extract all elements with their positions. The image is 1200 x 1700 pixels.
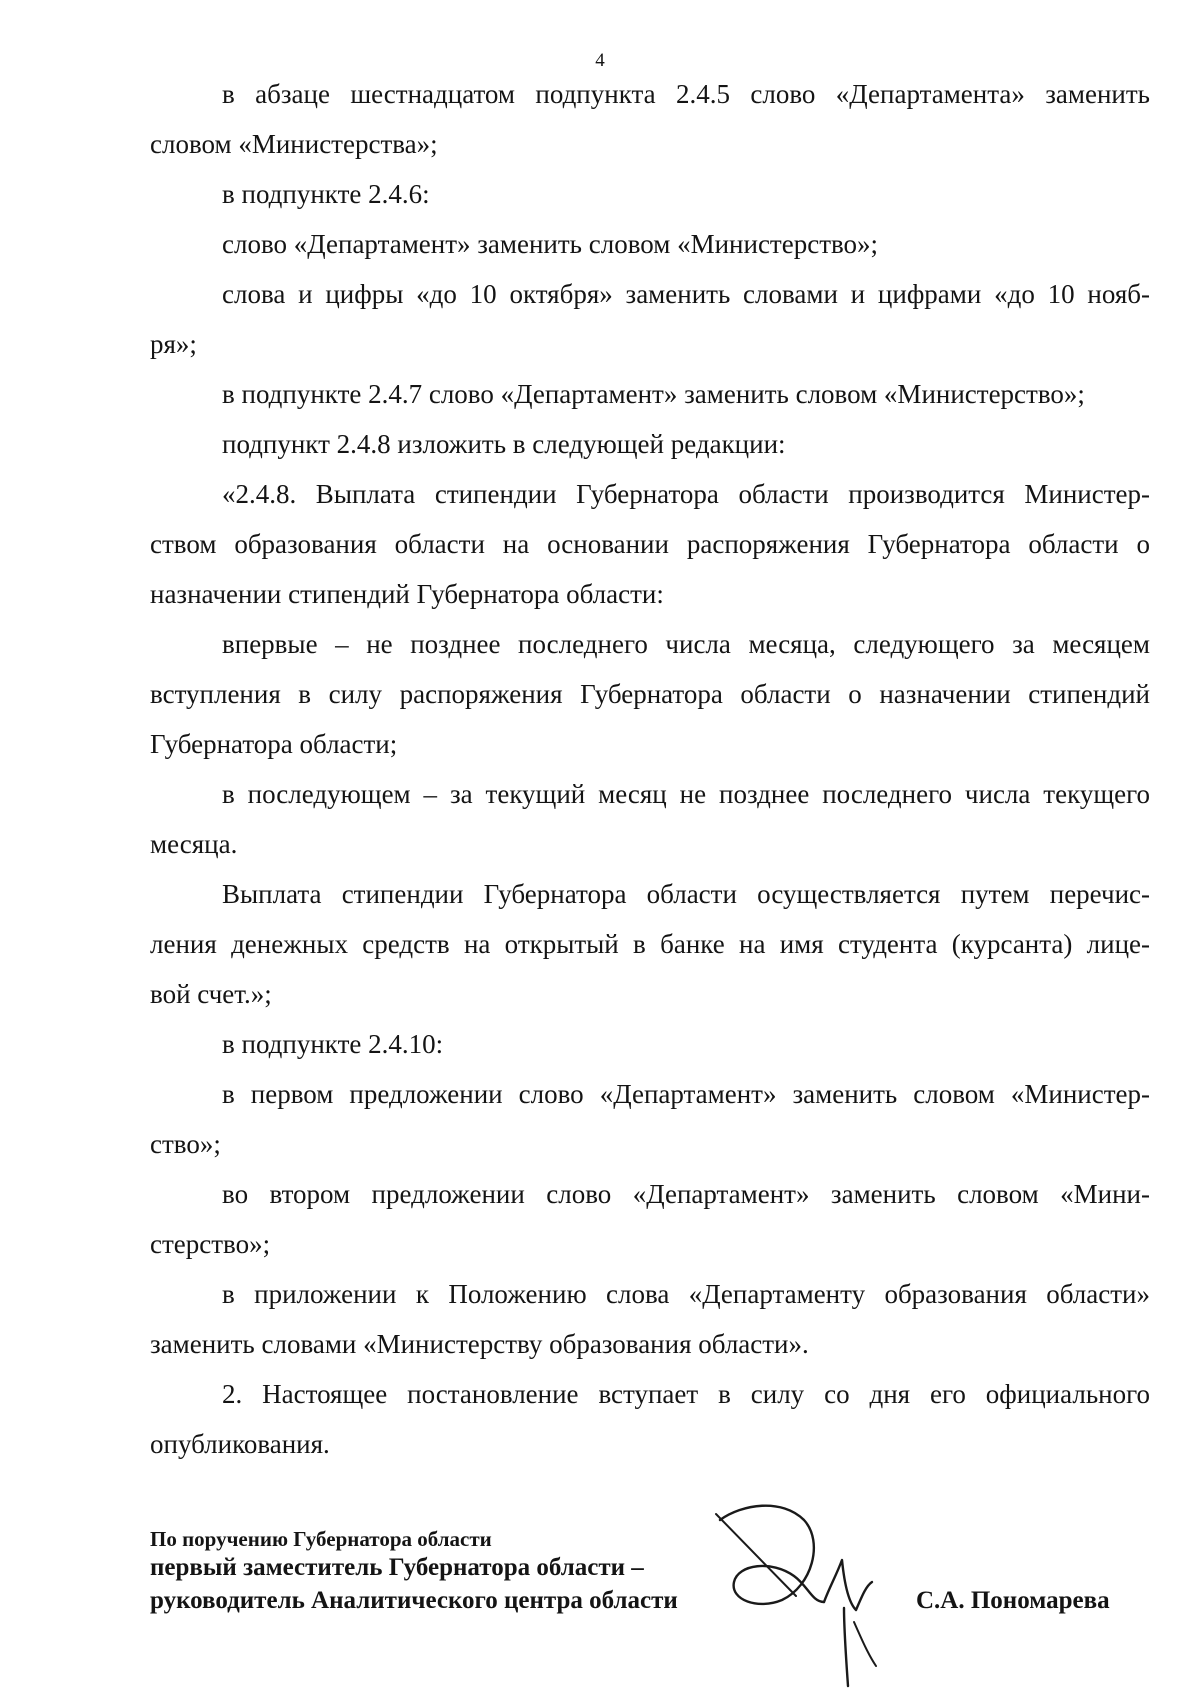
text-line: слово «Департамент» заменить словом «Министерство»;: [222, 229, 879, 259]
text-line: ство»;: [150, 1129, 221, 1159]
text-line: месяца.: [150, 829, 238, 859]
text-line: назначении стипендий Губернатора области:: [150, 579, 664, 609]
text-line: Губернатора области;: [150, 729, 398, 759]
text-line: «2.4.8. Выплата стипендии Губернатора области производится Министер-: [222, 479, 1150, 509]
text-line: словом «Министерства»;: [150, 129, 438, 159]
text-line: ления денежных средств на открытый в банке на имя студента (курсанта) лице-: [150, 929, 1150, 959]
text-line: опубликования.: [150, 1429, 330, 1459]
signature-on-behalf: По поручению Губернатора области: [150, 1527, 492, 1551]
signatory-name: С.А. Пономарева: [916, 1587, 1110, 1614]
text-line: заменить словами «Министерству образования области».: [150, 1329, 809, 1359]
text-line: в последующем – за текущий месяц не позднее последнего числа текущего: [222, 779, 1150, 809]
text-line: в первом предложении слово «Департамент» заменить словом «Министер-: [222, 1079, 1150, 1109]
text-line: подпункт 2.4.8 изложить в следующей редакции:: [222, 429, 786, 459]
text-line: вступления в силу распоряжения Губернатора области о назначении стипендий: [150, 679, 1150, 709]
signature-position-line-2: руководитель Аналитического центра области: [150, 1587, 678, 1614]
text-line: вой счет.»;: [150, 979, 272, 1009]
text-line: ством образования области на основании распоряжения Губернатора области о: [150, 529, 1150, 559]
text-line: слова и цифры «до 10 октября» заменить словами и цифрами «до 10 нояб-: [222, 279, 1150, 309]
page-number: 4: [595, 50, 605, 71]
text-line: ря»;: [150, 329, 197, 359]
text-line: в приложении к Положению слова «Департаменту образования области»: [222, 1279, 1150, 1309]
text-line: в абзаце шестнадцатом подпункта 2.4.5 слово «Департамента» заменить: [222, 79, 1150, 109]
text-line: впервые – не позднее последнего числа месяца, следующего за месяцем: [222, 629, 1150, 659]
text-line: Выплата стипендии Губернатора области осуществляется путем перечис-: [222, 879, 1150, 909]
text-line: в подпункте 2.4.6:: [222, 179, 430, 209]
text-line: стерство»;: [150, 1229, 271, 1259]
text-line: в подпункте 2.4.10:: [222, 1029, 444, 1059]
handwritten-signature: [712, 1490, 902, 1690]
text-line: в подпункте 2.4.7 слово «Департамент» заменить словом «Министерство»;: [222, 379, 1085, 409]
signature-position-line-1: первый заместитель Губернатора области –: [150, 1554, 644, 1581]
text-line: во втором предложении слово «Департамент» заменить словом «Мини-: [222, 1179, 1150, 1209]
text-line: 2. Настоящее постановление вступает в силу со дня его официального: [222, 1379, 1150, 1409]
